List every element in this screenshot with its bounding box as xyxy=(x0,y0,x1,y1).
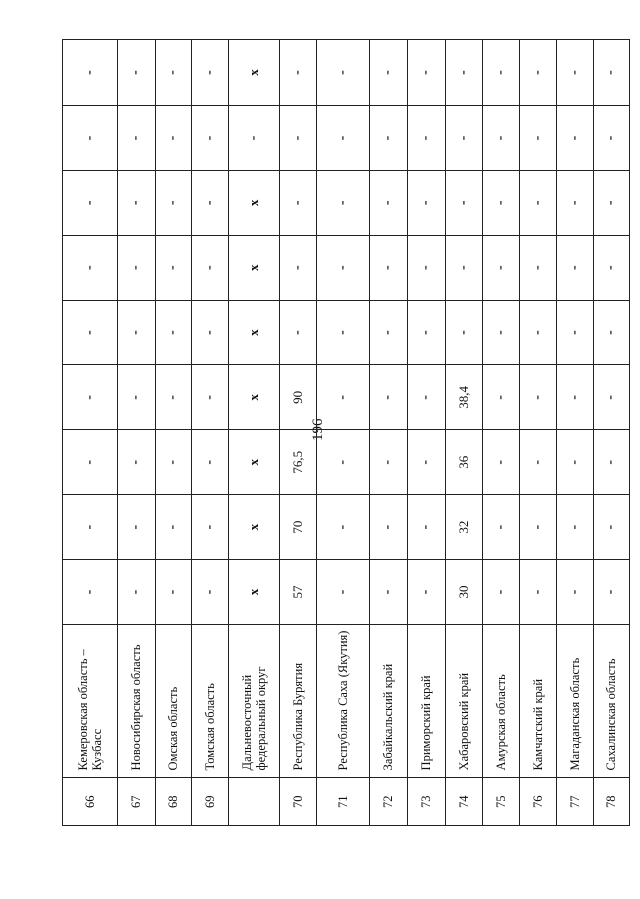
data-cell: - xyxy=(557,235,594,300)
data-cell: - xyxy=(520,560,557,625)
data-cell: x xyxy=(229,40,280,106)
table-row xyxy=(446,40,483,826)
data-cell: - xyxy=(446,170,483,235)
region-name: Амурская область xyxy=(483,624,520,778)
region-name: Забайкальский край xyxy=(370,624,408,778)
region-name: Камчатский край xyxy=(520,624,557,778)
data-cell: - xyxy=(520,235,557,300)
data-cell: - xyxy=(370,365,408,430)
region-name: Новосибирская область xyxy=(118,624,156,778)
data-cell: - xyxy=(483,106,520,171)
data-cell: 76,5 xyxy=(280,430,317,495)
row-number: 67 xyxy=(118,778,156,826)
data-cell: - xyxy=(370,235,408,300)
data-cell: - xyxy=(370,300,408,365)
row-number: 69 xyxy=(192,778,229,826)
data-cell: - xyxy=(229,106,280,171)
table-row xyxy=(557,40,594,826)
data-cell: - xyxy=(557,495,594,560)
data-cell: - xyxy=(520,106,557,171)
data-cell: 36 xyxy=(446,430,483,495)
data-cell: - xyxy=(483,495,520,560)
row-number: 70 xyxy=(280,778,317,826)
table-row xyxy=(594,40,630,826)
row-number: 74 xyxy=(446,778,483,826)
rotated-table-container xyxy=(62,39,619,826)
region-name: Республика Саха (Якутия) xyxy=(317,624,370,778)
data-cell: - xyxy=(594,430,630,495)
table-row xyxy=(192,40,229,826)
data-cell: - xyxy=(446,300,483,365)
table-row xyxy=(408,40,446,826)
data-cell: - xyxy=(192,300,229,365)
data-cell: - xyxy=(118,235,156,300)
data-cell: - xyxy=(483,170,520,235)
data-cell: x xyxy=(229,495,280,560)
data-cell: x xyxy=(229,300,280,365)
data-cell: 32 xyxy=(446,495,483,560)
data-cell: - xyxy=(446,106,483,171)
data-table xyxy=(62,39,630,826)
data-cell: - xyxy=(280,170,317,235)
data-cell: - xyxy=(317,170,370,235)
data-cell: - xyxy=(483,300,520,365)
data-cell: - xyxy=(156,235,192,300)
data-cell: x xyxy=(229,170,280,235)
data-cell: 90 xyxy=(280,365,317,430)
region-name: Томская область xyxy=(192,624,229,778)
data-cell: - xyxy=(594,495,630,560)
data-cell: - xyxy=(118,495,156,560)
row-number xyxy=(229,778,280,826)
data-cell: - xyxy=(483,365,520,430)
data-cell: - xyxy=(63,106,118,171)
page-number: 196 xyxy=(310,418,326,441)
region-name: Дальневосточный федеральный округ xyxy=(229,624,280,778)
data-cell: - xyxy=(483,560,520,625)
data-cell: - xyxy=(370,106,408,171)
data-cell: - xyxy=(192,430,229,495)
data-cell: - xyxy=(408,170,446,235)
table-row xyxy=(370,40,408,826)
data-cell: - xyxy=(557,365,594,430)
data-cell: - xyxy=(557,106,594,171)
data-cell: - xyxy=(317,365,370,430)
data-cell: - xyxy=(192,495,229,560)
data-cell: - xyxy=(192,235,229,300)
region-name: Республика Бурятия xyxy=(280,624,317,778)
data-cell: - xyxy=(192,170,229,235)
data-cell: - xyxy=(594,106,630,171)
data-cell: - xyxy=(118,300,156,365)
data-cell: - xyxy=(156,40,192,106)
row-number: 78 xyxy=(594,778,630,826)
data-cell: 70 xyxy=(280,495,317,560)
data-cell: - xyxy=(370,560,408,625)
data-cell: - xyxy=(557,560,594,625)
data-cell: x xyxy=(229,365,280,430)
data-cell: - xyxy=(63,560,118,625)
data-cell: 57 xyxy=(280,560,317,625)
data-cell: - xyxy=(408,106,446,171)
table-body xyxy=(63,40,630,826)
data-cell: - xyxy=(594,235,630,300)
row-number: 66 xyxy=(63,778,118,826)
data-cell: - xyxy=(520,495,557,560)
data-cell: - xyxy=(118,106,156,171)
data-cell: - xyxy=(63,170,118,235)
data-cell: - xyxy=(317,495,370,560)
data-cell: - xyxy=(317,106,370,171)
data-cell: - xyxy=(63,430,118,495)
data-cell: - xyxy=(520,170,557,235)
data-cell: - xyxy=(557,300,594,365)
data-cell: - xyxy=(63,235,118,300)
data-cell: - xyxy=(156,170,192,235)
data-cell: - xyxy=(192,560,229,625)
region-name: Омская область xyxy=(156,624,192,778)
table-row xyxy=(317,40,370,826)
table-row xyxy=(520,40,557,826)
data-cell: - xyxy=(192,106,229,171)
data-cell: - xyxy=(594,170,630,235)
row-number: 68 xyxy=(156,778,192,826)
data-cell: - xyxy=(408,495,446,560)
data-cell: - xyxy=(280,40,317,106)
data-cell: - xyxy=(63,365,118,430)
data-cell: - xyxy=(594,560,630,625)
data-cell: - xyxy=(557,170,594,235)
region-name: Сахалинская область xyxy=(594,624,630,778)
data-cell: - xyxy=(280,300,317,365)
data-cell: - xyxy=(118,170,156,235)
data-cell: - xyxy=(317,40,370,106)
row-number: 71 xyxy=(317,778,370,826)
data-cell: - xyxy=(118,560,156,625)
data-cell: - xyxy=(483,235,520,300)
table-row xyxy=(156,40,192,826)
table-row xyxy=(483,40,520,826)
data-cell: - xyxy=(280,235,317,300)
data-cell: 30 xyxy=(446,560,483,625)
data-cell: x xyxy=(229,560,280,625)
region-name: Магаданская область xyxy=(557,624,594,778)
data-cell: - xyxy=(317,300,370,365)
data-cell: x xyxy=(229,430,280,495)
data-cell: - xyxy=(317,235,370,300)
row-number: 76 xyxy=(520,778,557,826)
region-name: Приморский край xyxy=(408,624,446,778)
data-cell: - xyxy=(156,560,192,625)
data-cell: - xyxy=(520,40,557,106)
row-number: 73 xyxy=(408,778,446,826)
data-cell: - xyxy=(520,300,557,365)
data-cell: - xyxy=(520,365,557,430)
data-cell: - xyxy=(317,430,370,495)
data-cell: x xyxy=(229,235,280,300)
data-cell: - xyxy=(156,430,192,495)
data-cell: - xyxy=(408,430,446,495)
data-cell: - xyxy=(63,40,118,106)
data-cell: - xyxy=(594,300,630,365)
data-cell: - xyxy=(280,106,317,171)
data-cell: - xyxy=(118,40,156,106)
data-cell: - xyxy=(483,430,520,495)
data-cell: - xyxy=(370,170,408,235)
data-cell: - xyxy=(408,235,446,300)
row-number: 77 xyxy=(557,778,594,826)
data-cell: - xyxy=(192,365,229,430)
data-cell: - xyxy=(483,40,520,106)
data-cell: - xyxy=(317,560,370,625)
data-cell: - xyxy=(446,235,483,300)
table-row xyxy=(63,40,118,826)
region-name: Хабаровский край xyxy=(446,624,483,778)
data-cell: - xyxy=(594,40,630,106)
table-row xyxy=(280,40,317,826)
data-cell: 38,4 xyxy=(446,365,483,430)
data-cell: - xyxy=(156,495,192,560)
data-cell: - xyxy=(118,430,156,495)
data-cell: - xyxy=(156,106,192,171)
data-cell: - xyxy=(408,40,446,106)
data-cell: - xyxy=(370,430,408,495)
data-cell: - xyxy=(63,495,118,560)
data-cell: - xyxy=(408,365,446,430)
data-cell: - xyxy=(408,560,446,625)
table-row xyxy=(118,40,156,826)
data-cell: - xyxy=(408,300,446,365)
data-cell: - xyxy=(370,40,408,106)
data-cell: - xyxy=(63,300,118,365)
table-row xyxy=(229,40,280,826)
data-cell: - xyxy=(446,40,483,106)
region-name: Кемеровская область – Кузбасс xyxy=(63,624,118,778)
row-number: 75 xyxy=(483,778,520,826)
data-cell: - xyxy=(557,40,594,106)
data-cell: - xyxy=(520,430,557,495)
data-cell: - xyxy=(118,365,156,430)
data-cell: - xyxy=(192,40,229,106)
data-cell: - xyxy=(156,365,192,430)
data-cell: - xyxy=(594,365,630,430)
data-cell: - xyxy=(156,300,192,365)
data-cell: - xyxy=(557,430,594,495)
data-cell: - xyxy=(370,495,408,560)
row-number: 72 xyxy=(370,778,408,826)
